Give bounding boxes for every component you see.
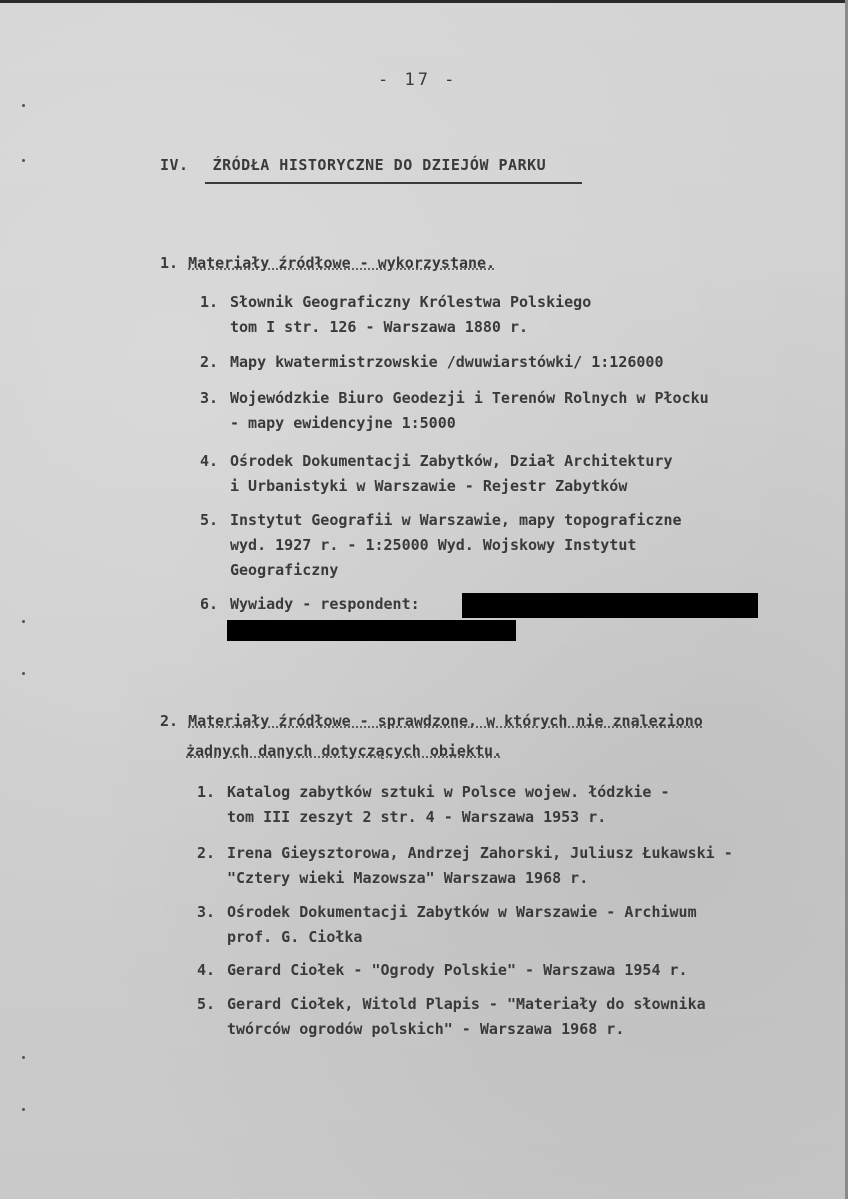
- item-line: Wywiady - respondent:: [230, 595, 420, 613]
- part1-heading: [160, 254, 495, 272]
- part2-item-3: [197, 900, 697, 950]
- scan-speck: [22, 672, 25, 675]
- part2-item-1: [197, 780, 670, 830]
- section-number: IV.: [160, 156, 189, 174]
- item-number: 5.: [197, 995, 216, 1013]
- part1-item-6: [200, 592, 420, 617]
- item-line: i Urbanistyki w Warszawie - Rejestr Zabytków: [230, 477, 628, 495]
- item-line: Instytut Geografii w Warszawie, mapy topograficzne: [230, 511, 682, 529]
- part2-heading-line: Materiały źródłowe - sprawdzone, w których nie znaleziono: [188, 712, 703, 730]
- part2-item-4: [197, 958, 688, 983]
- item-line: Irena Gieysztorowa, Andrzej Zahorski, Juliusz Łukawski -: [227, 844, 733, 862]
- scan-speck: [22, 104, 25, 107]
- section-title-text: ŹRÓDŁA HISTORYCZNE DO DZIEJÓW PARKU: [212, 156, 547, 174]
- item-line: Ośrodek Dokumentacji Zabytków w Warszawie - Archiwum: [227, 903, 697, 921]
- section-title: [160, 156, 546, 174]
- scan-speck: [22, 1108, 25, 1111]
- part2-heading: [160, 706, 703, 766]
- item-line: wyd. 1927 r. - 1:25000 Wyd. Wojskowy Instytut: [230, 536, 637, 554]
- redaction-bar: [227, 620, 516, 641]
- part1-heading-text: Materiały źródłowe - wykorzystane.: [188, 254, 496, 272]
- item-line: tom III zeszyt 2 str. 4 - Warszawa 1953 r.: [227, 808, 607, 826]
- item-line: twórców ogrodów polskich" - Warszawa 1968 r.: [227, 1020, 625, 1038]
- part2-heading-line: żadnych danych dotyczących obiektu.: [186, 742, 503, 760]
- item-number: 3.: [200, 389, 219, 407]
- item-number: 6.: [200, 595, 219, 613]
- item-number: 1.: [197, 783, 216, 801]
- item-number: 3.: [197, 903, 216, 921]
- item-line: Geograficzny: [230, 561, 339, 579]
- item-number: 1.: [200, 293, 219, 311]
- item-line: Gerard Ciołek - "Ogrody Polskie" - Warszawa 1954 r.: [227, 961, 688, 979]
- scan-speck: [22, 159, 25, 162]
- part1-item-2: [200, 350, 663, 375]
- part2-item-2: [197, 841, 733, 891]
- item-line: tom I str. 126 - Warszawa 1880 r.: [230, 318, 529, 336]
- item-line: Gerard Ciołek, Witold Plapis - "Materiały do słownika: [227, 995, 706, 1013]
- item-number: 4.: [200, 452, 219, 470]
- redaction-bar: [462, 593, 758, 618]
- item-line: Słownik Geograficzny Królestwa Polskiego: [230, 293, 592, 311]
- item-line: Katalog zabytków sztuki w Polsce wojew. łódzkie -: [227, 783, 670, 801]
- item-line: Ośrodek Dokumentacji Zabytków, Dział Architektury: [230, 452, 673, 470]
- item-line: Wojewódzkie Biuro Geodezji i Terenów Rolnych w Płocku: [230, 389, 709, 407]
- item-number: 5.: [200, 511, 219, 529]
- page-number: - 17 -: [378, 70, 458, 90]
- item-line: Mapy kwatermistrzowskie /dwuwiarstówki/ 1:126000: [230, 353, 664, 371]
- item-line: "Cztery wieki Mazowsza" Warszawa 1968 r.: [227, 869, 589, 887]
- part2-item-5: [197, 992, 706, 1042]
- item-number: 4.: [197, 961, 216, 979]
- part1-item-1: [200, 290, 591, 340]
- item-number: 2.: [200, 353, 219, 371]
- item-line: - mapy ewidencyjne 1:5000: [230, 414, 456, 432]
- part1-item-4: [200, 449, 673, 499]
- title-underline: [205, 182, 582, 184]
- item-line: prof. G. Ciołka: [227, 928, 363, 946]
- part1-item-3: [200, 386, 709, 436]
- part2-number: 2.: [160, 712, 179, 730]
- scan-speck: [22, 620, 25, 623]
- item-number: 2.: [197, 844, 216, 862]
- scan-edge-top: [0, 0, 848, 3]
- part1-number: 1.: [160, 254, 179, 272]
- part1-item-5: [200, 508, 682, 583]
- scan-speck: [22, 1056, 25, 1059]
